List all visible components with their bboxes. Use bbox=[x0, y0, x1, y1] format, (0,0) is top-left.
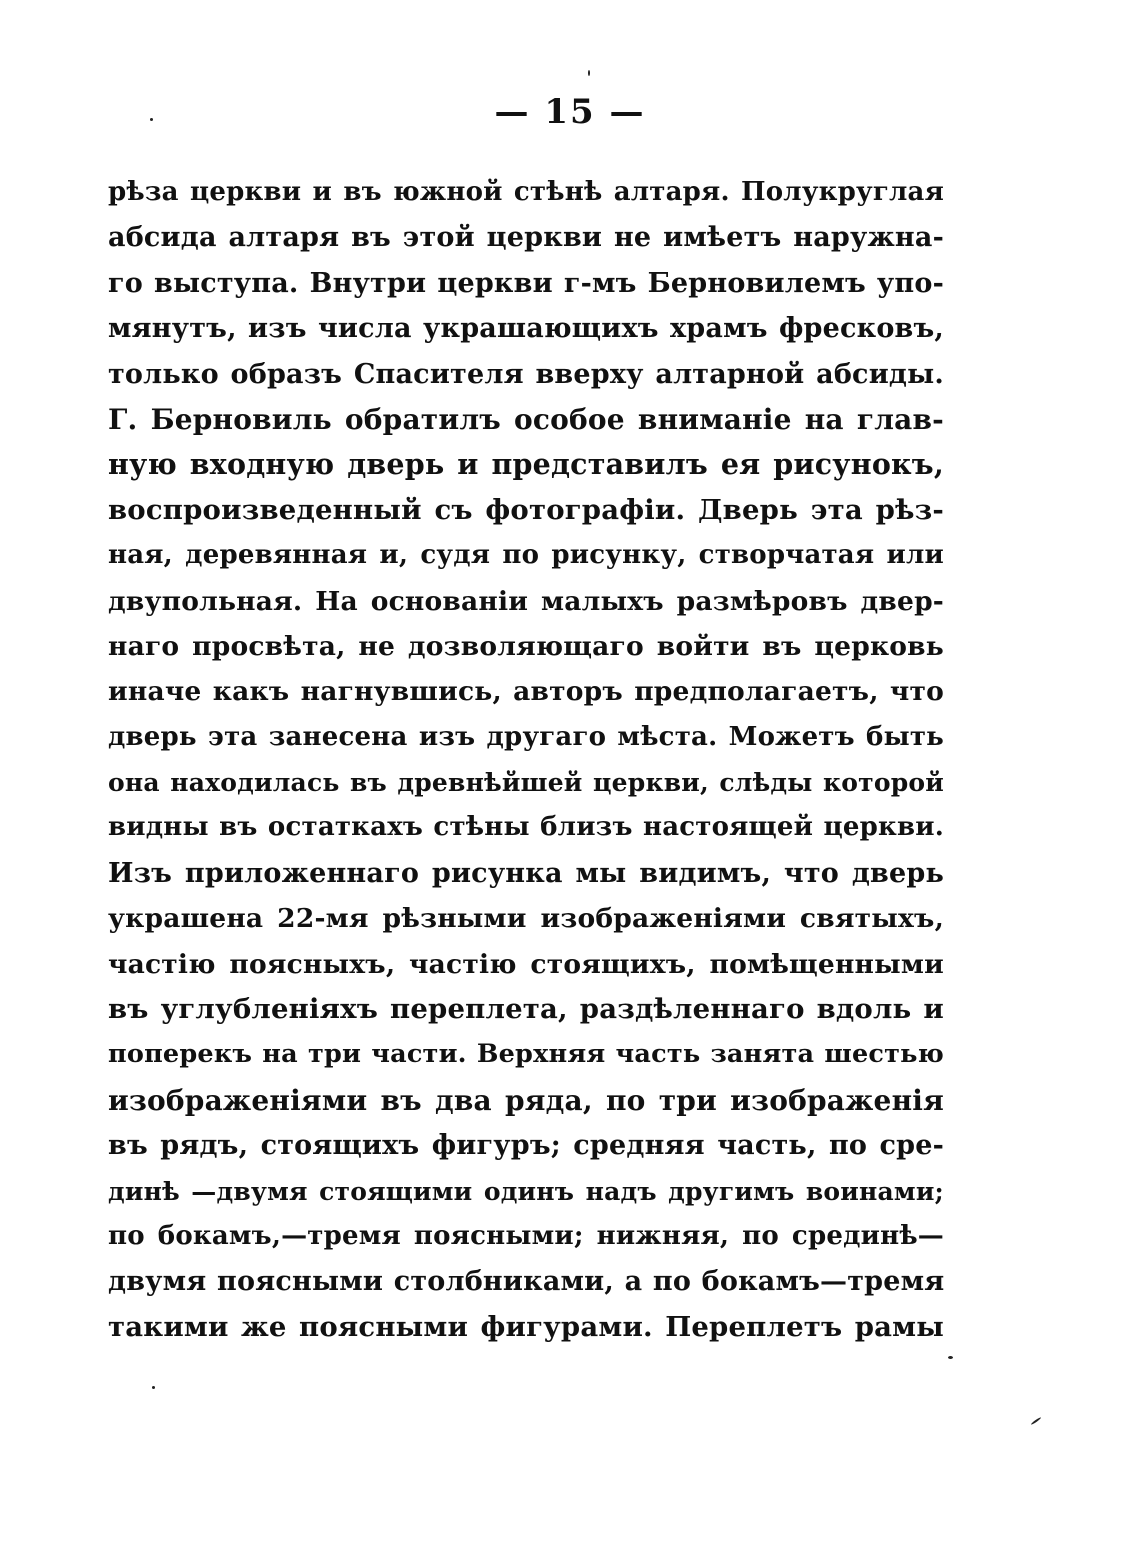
text-line: рѣза церкви и въ южной стѣнѣ алтаря. Полукруглая bbox=[108, 177, 944, 207]
text-line: изображеніями въ два ряда, по три изображенія bbox=[108, 1083, 944, 1117]
scan-speck bbox=[588, 70, 590, 76]
text-line: динѣ —двумя стоящими одинъ надъ другимъ воинами; bbox=[108, 1176, 944, 1206]
scan-speck bbox=[1031, 1417, 1042, 1426]
text-line: поперекъ на три части. Верхняя часть занята шестью bbox=[108, 1039, 944, 1070]
text-line: только образъ Спасителя вверху алтарной абсиды. bbox=[108, 358, 944, 390]
scan-speck bbox=[948, 1356, 953, 1359]
text-line: въ рядъ, стоящихъ фигуръ; средняя часть, по сре- bbox=[108, 1130, 944, 1162]
text-line: ную входную дверь и представилъ ея рисунокъ, bbox=[108, 447, 944, 482]
text-line: ная, деревянная и, судя по рисунку, створчатая или bbox=[108, 540, 944, 571]
page-number: — 15 — bbox=[494, 92, 646, 132]
text-line: дверь эта занесена изъ другаго мѣста. Можетъ быть bbox=[108, 721, 944, 752]
text-line: по бокамъ,—тремя поясными; нижняя, по срединѣ— bbox=[108, 1220, 944, 1251]
text-line: иначе какъ нагнувшись, авторъ предполагаетъ, что bbox=[108, 676, 944, 708]
text-line: мянутъ, изъ числа украшающихъ храмъ фресковъ, bbox=[108, 313, 944, 345]
scan-speck bbox=[152, 1386, 155, 1389]
text-line: двупольная. На основаніи малыхъ размѣровъ двер- bbox=[108, 585, 944, 617]
scan-speck bbox=[150, 118, 153, 121]
text-line: она находилась въ древнѣйшей церкви, слѣды которой bbox=[108, 768, 944, 798]
text-line: видны въ остаткахъ стѣны близъ настоящей церкви. bbox=[108, 812, 944, 843]
text-line: наго просвѣта, не дозволяющаго войти въ церковь bbox=[108, 630, 944, 662]
text-line: воспроизведенный съ фотографіи. Дверь эта рѣз- bbox=[108, 493, 944, 526]
text-line: частію поясныхъ, частію стоящихъ, помѣщенными bbox=[108, 948, 944, 980]
text-line: въ углубленіяхъ переплета, раздѣленнаго вдоль и bbox=[108, 993, 944, 1026]
text-line: украшена 22-мя рѣзными изображеніями святыхъ, bbox=[108, 903, 944, 935]
body-text bbox=[108, 170, 944, 1350]
text-line: такими же поясными фигурами. Переплетъ рамы bbox=[108, 1310, 944, 1343]
text-line: Изъ приложеннаго рисунка мы видимъ, что дверь bbox=[108, 857, 944, 889]
text-line: двумя поясными столбниками, а по бокамъ—тремя bbox=[108, 1266, 945, 1298]
text-line: абсида алтаря въ этой церкви не имѣетъ наружна- bbox=[108, 222, 944, 254]
text-line: го выступа. Внутри церкви г-мъ Берновилемъ упо- bbox=[108, 267, 944, 299]
text-line: Г. Берновиль обратилъ особое вниманіе на глав- bbox=[108, 402, 944, 436]
